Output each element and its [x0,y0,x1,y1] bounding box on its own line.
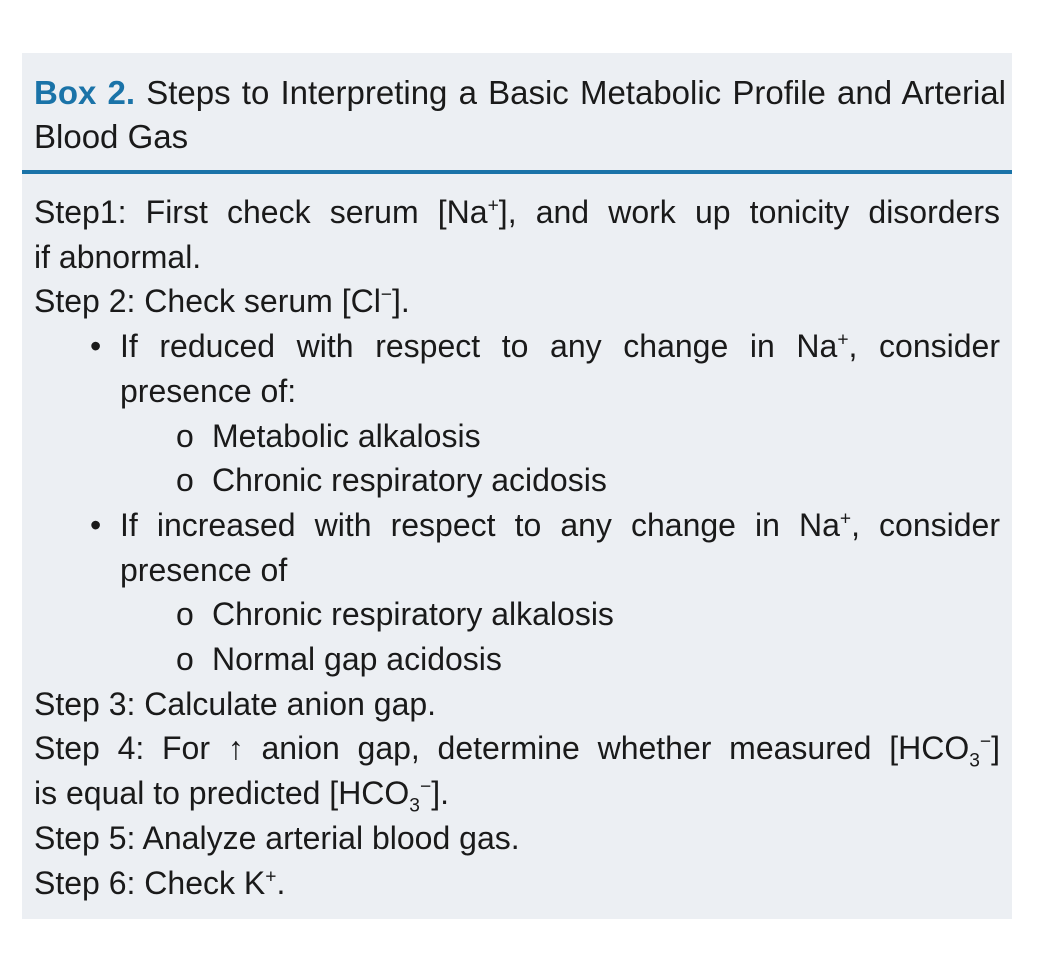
step-2-text-b: ]. [392,283,410,320]
step-2-bullets [34,324,1000,682]
step-6-text-b: . [276,864,286,901]
step-5: Step 5: Analyze arterial blood gas. [34,819,520,856]
step-3: Step 3: Calculate anion gap. [34,685,437,722]
step-1-line-1 [34,190,1000,235]
na-charge: + [839,508,852,530]
step-1-line-2: if abnormal. [34,238,202,275]
cl-charge: − [380,284,393,306]
step-1 [34,190,1000,279]
step-4-text-b: ] [991,730,1000,767]
sub-item-text: Metabolic alkalosis [212,417,481,454]
k-charge: + [265,865,277,887]
step-2-text-a: Step 2: Check serum [Cl [34,283,381,320]
hco3-subscript: 3 [409,795,420,817]
step-6 [34,861,1000,906]
step-4-line-1 [34,726,1000,771]
info-box [22,53,1012,919]
bullet-reduced-line-2: presence of: [120,372,297,409]
bullet-reduced [34,324,1000,503]
sub-marker: o [176,462,194,499]
sub-item [120,637,1000,682]
na-charge: + [837,329,849,351]
bullet-dot: • [90,328,102,365]
bullet-increased-line-1 [120,503,1000,548]
bullet-reduced-text-a: If reduced with respect to any change in Na [120,328,838,365]
sub-item [120,458,1000,503]
hco3-charge: − [979,731,992,753]
bullet-reduced-line-1 [120,324,1000,369]
step-1-text-a: Step1: First check serum [Na [34,194,488,230]
bullet-increased-text-b: , consider [851,506,1001,543]
step-4-text-a: Step 4: For ↑ anion gap, determine whether measured [HCO [34,730,970,767]
bullet-dot: • [90,506,102,543]
hco3-charge: − [419,776,432,798]
sub-item-text: Chronic respiratory acidosis [212,462,607,499]
hco3-subscript: 3 [969,750,980,772]
box-title [34,71,1006,159]
sub-item-text: Chronic respiratory alkalosis [212,596,614,633]
bullet-reduced-items [120,414,1000,503]
box-header [22,53,1012,174]
step-4-line-2 [34,771,1000,816]
step-4-text-d: ]. [431,775,449,812]
step-2 [34,279,1000,681]
sub-item [120,592,1000,637]
bullet-reduced-text-b: , consider [848,328,1001,365]
bullet-increased-items [120,592,1000,681]
sub-item [120,414,1000,459]
box-title-text: Steps to Interpreting a Basic Metabolic Profile and Arterial Blood Gas [34,74,1006,155]
step-6-text-a: Step 6: Check K [34,864,266,901]
sub-marker: o [176,417,194,454]
bullet-increased-line-2: presence of [120,551,288,588]
sub-marker: o [176,641,194,678]
box-label: Box 2. [34,74,136,111]
sub-item-text: Normal gap acidosis [212,641,502,678]
bullet-increased [34,503,1000,682]
sub-marker: o [176,596,194,633]
step-4-text-c: is equal to predicted [HCO [34,775,410,812]
bullet-increased-text-a: If increased with respect to any change in Na [120,506,840,543]
step-2-line [34,279,1000,324]
step-1-text-b: ], and work up tonicity disorders [498,194,1001,230]
step-4 [34,726,1000,815]
na-charge: + [487,195,499,217]
box-body [22,174,1012,905]
